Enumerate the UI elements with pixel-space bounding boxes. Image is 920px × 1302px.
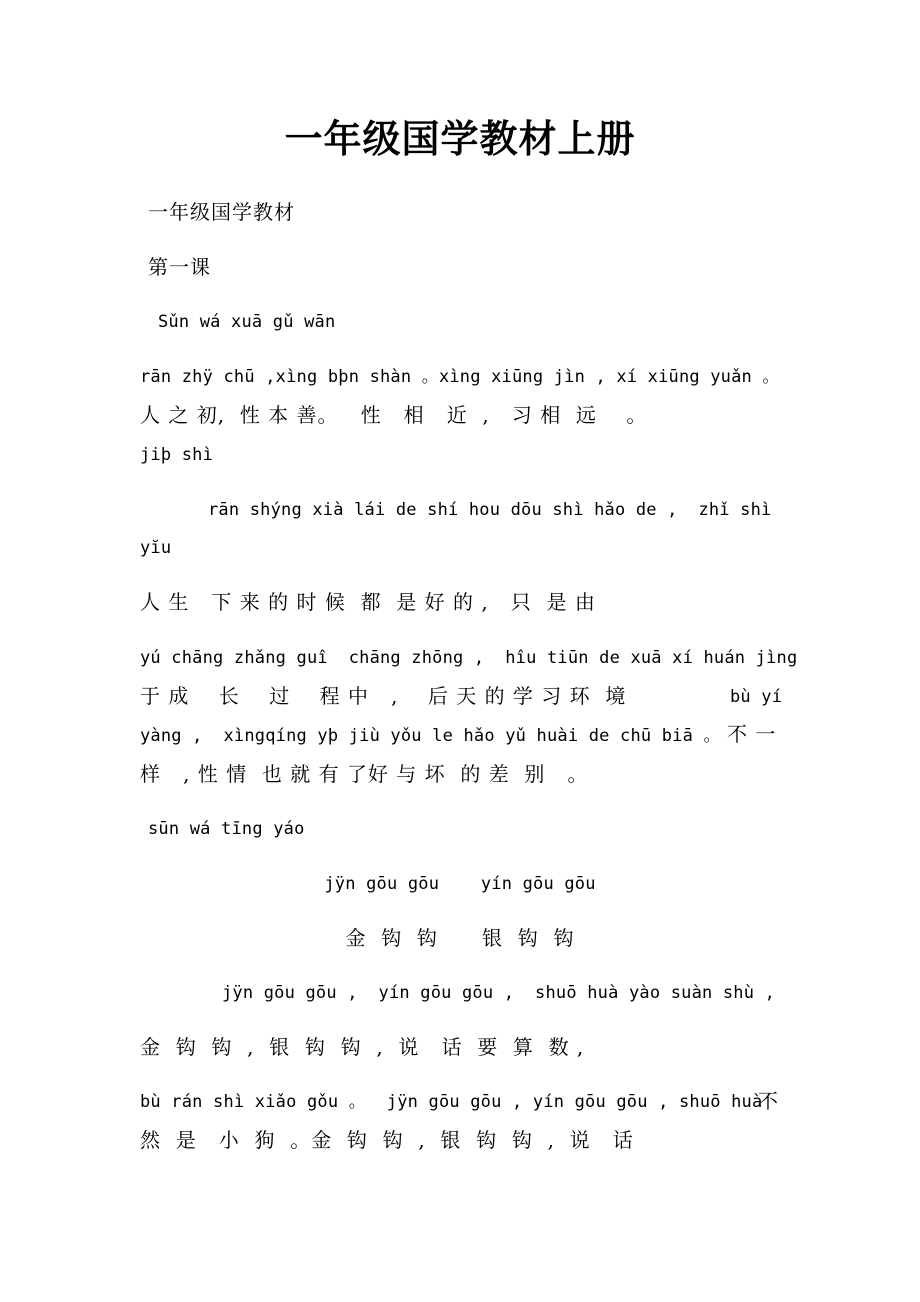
pinyin-line: rān shýng xià lái de shí hou dōu shì hǎo de , zhǐ shì xyxy=(208,500,772,520)
pinyin-line: sūn wá tīng yáo xyxy=(148,819,305,839)
pinyin-line: bù yí xyxy=(730,687,783,707)
pinyin-line: yàng , xìngqíng yþ jiù yǒu le hǎo yǔ huài de chū biā 。 xyxy=(140,726,721,746)
chinese-line: 然 是 小 狗 。金 钩 钩 , 银 钩 钩 , 说 话 xyxy=(140,1128,634,1152)
pinyin-line: rān zhÿ chū ,xìng bþn shàn 。xìng xiūng jìn , xí xiūng yuǎn 。 xyxy=(140,367,780,387)
chinese-line: 于 成 长 过 程 中 , 后 天 的 学 习 环 境 xyxy=(140,684,627,708)
chinese-line: 不 一 xyxy=(727,722,777,746)
document-title: 一年级国学教材上册 xyxy=(284,116,636,161)
pinyin-line: bù rán shì xiǎo gǒu 。 jÿn gōu gōu , yín gōu gōu , shuō huà xyxy=(140,1092,763,1112)
chinese-line: 不 xyxy=(758,1089,779,1113)
lesson-heading: 第一课 xyxy=(148,255,211,279)
pinyin-line: jiþ shì xyxy=(140,445,214,465)
chinese-line: 金 钩 钩 , 银 钩 钩 , 说 话 要 算 数 , xyxy=(140,1035,585,1059)
chinese-line: 人 生 下 来 的 时 候 都 是 好 的 , 只 是 由 xyxy=(140,590,596,614)
pinyin-line: jÿn gōu gōu yín gōu gōu xyxy=(324,874,596,894)
chinese-line: 金 钩 钩 银 钩 钩 xyxy=(345,926,575,950)
section-heading: 一年级国学教材 xyxy=(148,200,295,224)
chinese-line: 样 , 性 情 也 就 有 了好 与 坏 的 差 别 。 xyxy=(140,762,589,786)
chinese-line: 人 之 初, 性 本 善。 性 相 近 , 习 相 远 。 xyxy=(140,403,648,427)
pinyin-line: yĭu xyxy=(140,538,172,558)
pinyin-line: yú chāng zhǎng guî chāng zhōng , hîu tiūn de xuā xí huán jìng xyxy=(140,648,798,668)
pinyin-line: Sǔn wá xuā gǔ wān xyxy=(158,312,336,332)
pinyin-line: jÿn gōu gōu , yín gōu gōu , shuō huà yào suàn shù , xyxy=(222,983,776,1003)
